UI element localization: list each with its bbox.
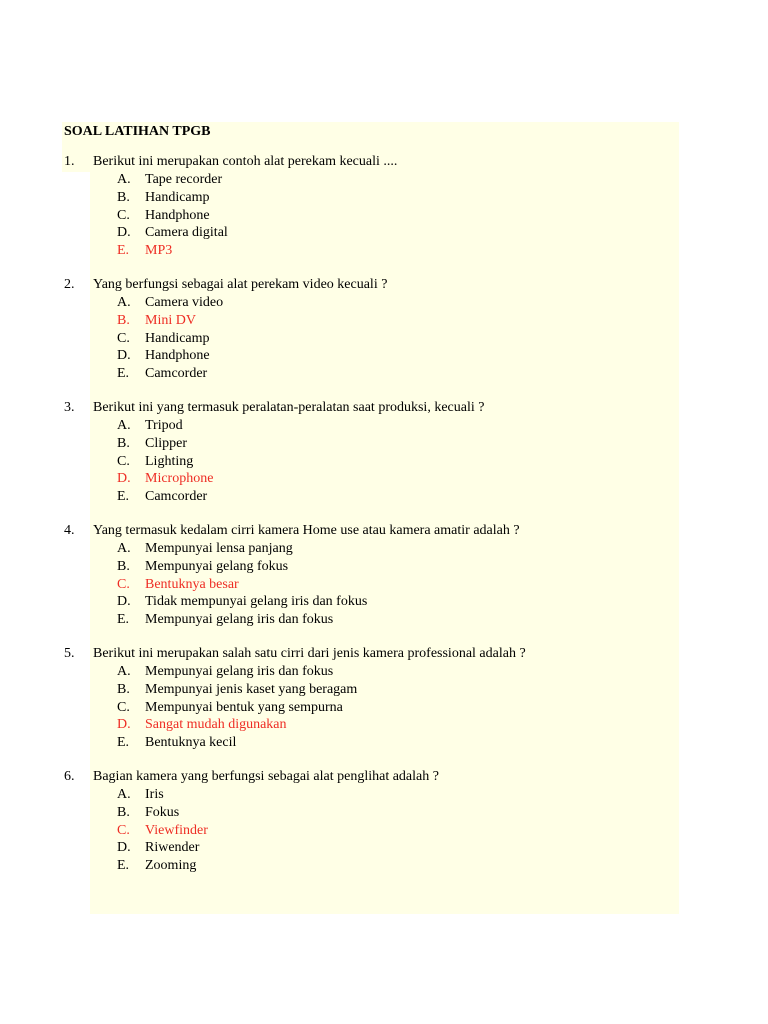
answer-option <box>117 839 674 857</box>
option-text: Zooming <box>145 858 197 874</box>
option-letter: C. <box>117 453 130 469</box>
question-item <box>64 399 674 506</box>
option-text: Tripod <box>145 417 183 433</box>
option-text: Viewfinder <box>145 822 208 838</box>
option-text: Mini DV <box>145 312 196 328</box>
answer-option <box>117 734 674 752</box>
question-number: 1. <box>64 154 75 169</box>
question-text: Berikut ini merupakan contoh alat perekam kecuali .... <box>93 154 398 169</box>
question-item <box>64 153 674 260</box>
option-letter: B. <box>117 435 130 451</box>
question-number: 4. <box>64 522 75 538</box>
question-number: 5. <box>64 645 75 661</box>
option-text: Sangat mudah digunakan <box>145 717 287 733</box>
option-text: Handphone <box>145 207 210 223</box>
option-letter: E. <box>117 366 130 382</box>
option-list <box>64 540 674 629</box>
answer-option <box>117 224 674 242</box>
question-item <box>64 645 674 752</box>
correct-answer-option <box>117 822 674 840</box>
question-line <box>64 768 674 786</box>
question-line <box>64 399 674 417</box>
option-letter: D. <box>117 225 131 241</box>
option-letter: A. <box>117 417 131 433</box>
question-item <box>64 522 674 629</box>
quiz-document <box>64 123 674 891</box>
answer-option <box>117 453 674 471</box>
option-letter: A. <box>117 540 131 556</box>
option-list <box>64 171 674 260</box>
option-letter: B. <box>117 804 130 820</box>
question-line <box>64 276 674 294</box>
answer-option <box>117 171 674 189</box>
option-text: Mempunyai gelang fokus <box>145 558 289 574</box>
option-text: Riwender <box>145 840 200 856</box>
option-letter: C. <box>117 822 130 838</box>
option-letter: D. <box>117 348 131 364</box>
answer-option <box>117 593 674 611</box>
option-text: Tape recorder <box>145 172 223 187</box>
option-text: Iris <box>145 786 164 802</box>
correct-answer-option <box>117 242 674 260</box>
option-letter: E. <box>117 489 130 505</box>
question-item <box>64 768 674 875</box>
answer-option <box>117 663 674 681</box>
answer-option <box>117 558 674 576</box>
answer-option <box>117 699 674 717</box>
option-letter: D. <box>117 717 131 733</box>
option-letter: E. <box>117 858 130 874</box>
option-text: Bentuknya besar <box>145 576 239 592</box>
answer-option <box>117 611 674 629</box>
question-line <box>64 153 674 171</box>
option-list <box>64 663 674 752</box>
option-text: Handphone <box>145 348 210 364</box>
question-number: 6. <box>64 768 75 784</box>
answer-option <box>117 330 674 348</box>
option-letter: B. <box>117 681 130 697</box>
option-letter: B. <box>117 189 130 205</box>
option-text: Microphone <box>145 471 214 487</box>
correct-answer-option <box>117 312 674 330</box>
answer-option <box>117 857 674 875</box>
option-letter: C. <box>117 330 130 346</box>
option-letter: A. <box>117 294 131 310</box>
option-text: Mempunyai jenis kaset yang beragam <box>145 681 358 697</box>
question-text: Bagian kamera yang berfungsi sebagai alat penglihat adalah ? <box>93 768 439 784</box>
answer-option <box>117 804 674 822</box>
option-text: Handicamp <box>145 330 210 346</box>
answer-option <box>117 488 674 506</box>
correct-answer-option <box>117 716 674 734</box>
option-letter: E. <box>117 612 130 628</box>
question-line <box>64 645 674 663</box>
question-item <box>64 276 674 383</box>
answer-option <box>117 294 674 312</box>
option-text: Tidak mempunyai gelang iris dan fokus <box>145 594 368 610</box>
option-letter: B. <box>117 558 130 574</box>
question-text: Berikut ini yang termasuk peralatan-peralatan saat produksi, kecuali ? <box>93 399 485 415</box>
correct-answer-option <box>117 470 674 488</box>
correct-answer-option <box>117 576 674 594</box>
question-line <box>64 522 674 540</box>
answer-option <box>117 189 674 207</box>
option-letter: D. <box>117 840 131 856</box>
option-letter: E. <box>117 735 130 751</box>
option-text: Mempunyai gelang iris dan fokus <box>145 663 334 679</box>
question-text: Berikut ini merupakan salah satu cirri dari jenis kamera professional adalah ? <box>93 645 526 661</box>
option-letter: D. <box>117 471 131 487</box>
option-letter: C. <box>117 699 130 715</box>
answer-option <box>117 417 674 435</box>
answer-option <box>117 347 674 365</box>
answer-option <box>117 207 674 225</box>
option-text: Handicamp <box>145 189 210 205</box>
option-text: Clipper <box>145 435 187 451</box>
option-text: Mempunyai bentuk yang sempurna <box>145 699 343 715</box>
option-letter: E. <box>117 243 130 259</box>
option-list <box>64 786 674 875</box>
option-list <box>64 294 674 383</box>
question-text: Yang berfungsi sebagai alat perekam video kecuali ? <box>93 276 388 292</box>
option-text: Mempunyai gelang iris dan fokus <box>145 612 334 628</box>
answer-option <box>117 540 674 558</box>
option-letter: A. <box>117 172 131 187</box>
option-text: Camcorder <box>145 489 208 505</box>
answer-option <box>117 681 674 699</box>
option-text: Fokus <box>145 804 180 820</box>
question-text: Yang termasuk kedalam cirri kamera Home use atau kamera amatir adalah ? <box>93 522 520 538</box>
question-list <box>64 153 674 875</box>
option-text: Mempunyai lensa panjang <box>145 540 293 556</box>
option-letter: A. <box>117 663 131 679</box>
answer-option <box>117 365 674 383</box>
option-letter: C. <box>117 207 130 223</box>
option-letter: A. <box>117 786 131 802</box>
document-title: SOAL LATIHAN TPGB <box>64 124 211 139</box>
option-list <box>64 417 674 506</box>
question-number: 2. <box>64 276 75 292</box>
answer-option <box>117 786 674 804</box>
option-letter: B. <box>117 312 130 328</box>
option-text: Lighting <box>145 453 194 469</box>
option-text: Camcorder <box>145 366 208 382</box>
option-text: Camera video <box>145 294 224 310</box>
option-letter: C. <box>117 576 130 592</box>
answer-option <box>117 435 674 453</box>
option-text: Camera digital <box>145 225 228 241</box>
option-letter: D. <box>117 594 131 610</box>
option-text: MP3 <box>145 243 173 259</box>
option-text: Bentuknya kecil <box>145 735 237 751</box>
question-number: 3. <box>64 399 75 415</box>
